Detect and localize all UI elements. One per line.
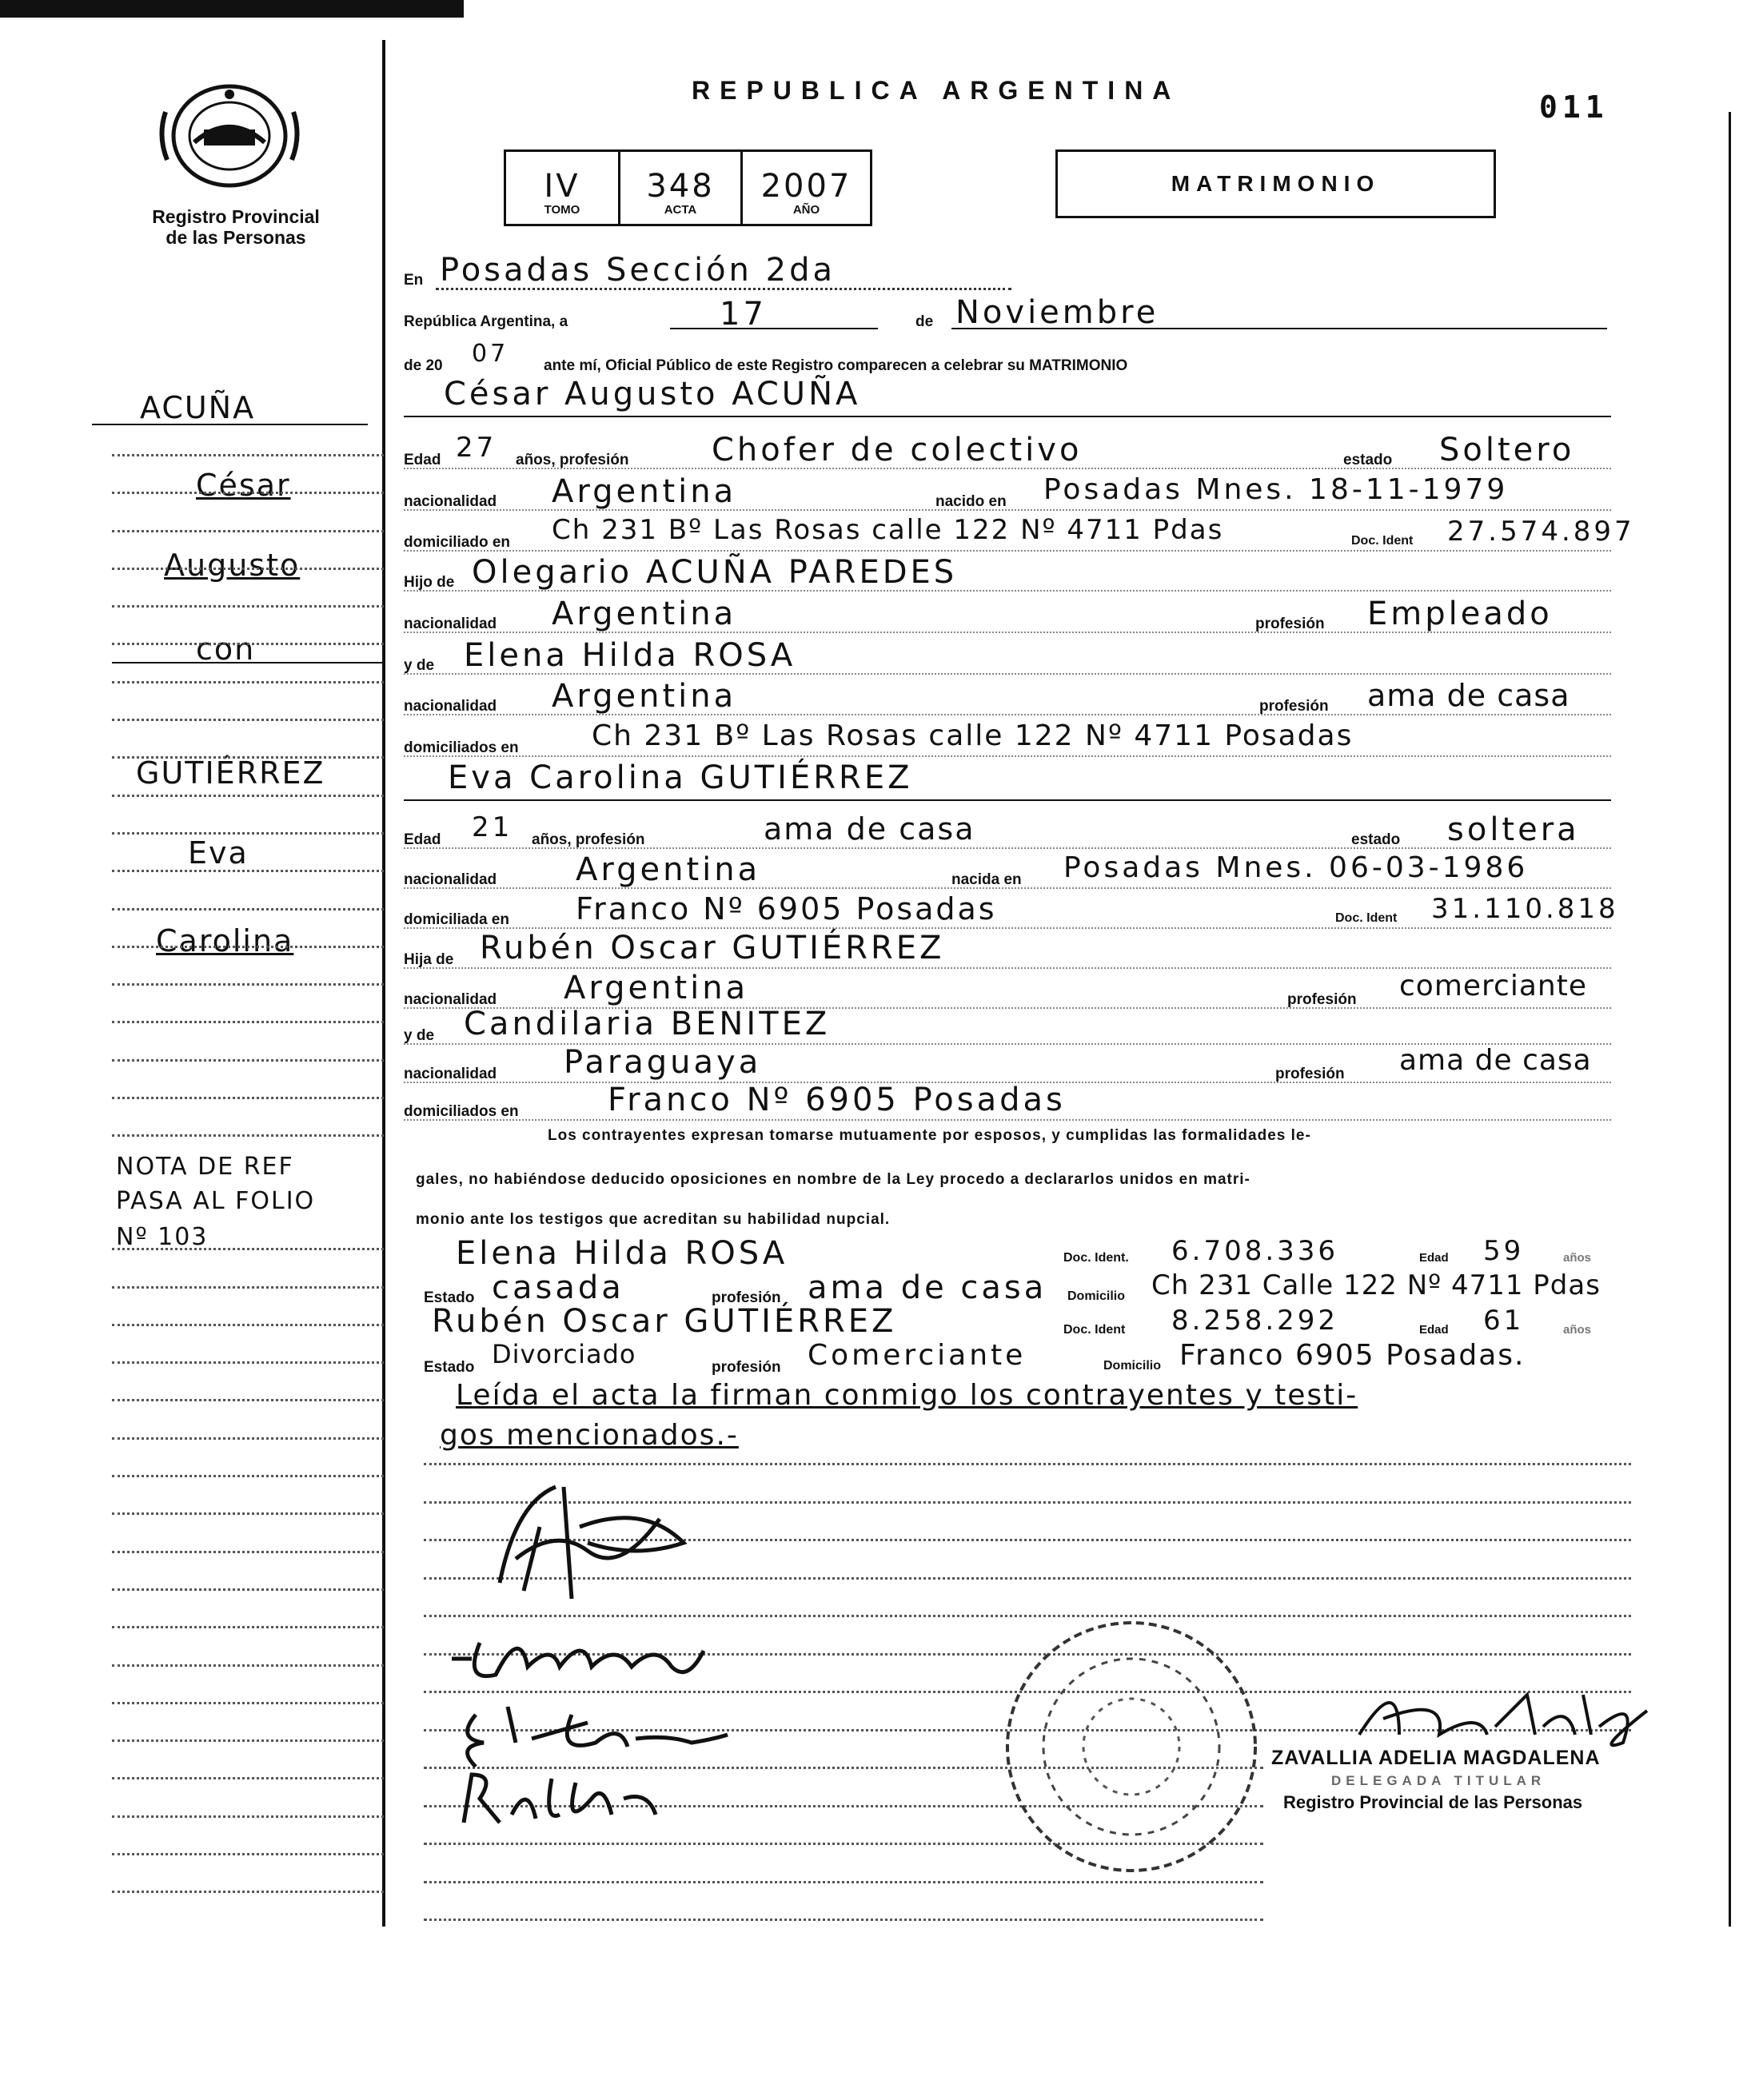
margin-groom-surname: ACUÑA [140,390,256,425]
margin-rule-line [112,1286,384,1289]
witness2-name: Rubén Oscar GUTIÉRREZ [432,1303,897,1340]
month-value: Noviembre [955,294,1159,331]
groom-mother-name: Elena Hilda ROSA [464,637,796,674]
bride-document: 31.110.818 [1431,893,1619,925]
frame-right-line [1729,112,1731,1927]
groom-signature-image [468,1471,700,1607]
bride-full-name: Eva Carolina GUTIÉRREZ [448,759,913,796]
groom-dom-label: domiciliado en [404,534,511,551]
margin-rule-line [112,643,384,645]
bride-civil-status: soltera [1447,811,1580,848]
bride-address: Franco Nº 6905 Posadas [576,891,997,926]
margin-rule-line [112,870,384,872]
witness1-signature-image [460,1699,732,1771]
witness1-age: 59 [1483,1235,1525,1267]
field-rule-line [404,967,1611,969]
official-name: ZAVALLIA ADELIA MAGDALENA [1271,1747,1601,1769]
body-rule-line [424,1881,1263,1883]
bride-father-label: Hija de [404,951,454,968]
groom-father-nac-label: nacionalidad [404,616,497,632]
groom-mother-nationality: Argentina [552,678,737,715]
day-line [670,328,878,329]
year-label: de 20 [404,357,443,374]
acta-cell [620,152,743,224]
margin-rule-line [112,1399,384,1401]
witness1-document: 6.708.336 [1171,1235,1339,1267]
bride-parents-address: Franco Nº 6905 Posadas [608,1082,1066,1118]
margin-note-line2: PASA AL FOLIO [116,1187,316,1215]
ano-cell [743,152,870,224]
groom-name-line [404,416,1611,417]
witness2-anos-label: años [1563,1323,1592,1337]
registry-name-line1: Registro Provincial [152,206,320,227]
groom-edad-label: Edad [404,452,441,468]
margin-conjunction: con [196,632,256,667]
bride-mother-name: Candilaria BENITEZ [464,1006,831,1042]
margin-rule-line [112,492,384,494]
bride-profession: ama de casa [764,811,975,847]
witness2-dom-label: Domicilio [1103,1359,1162,1373]
witness1-anos-label: años [1563,1251,1592,1265]
witness2-profession: Comerciante [808,1339,1027,1372]
margin-rule-line [112,605,384,608]
bride-nac-label: nacionalidad [404,871,497,888]
bride-birth: Posadas Mnes. 06-03-1986 [1063,851,1529,884]
groom-nationality: Argentina [552,473,737,510]
witness1-prof-label: profesión [712,1289,781,1306]
groom-father-label: Hijo de [404,574,455,591]
folio-number: 011 [1539,90,1609,125]
bride-father-prof-label: profesión [1287,991,1357,1008]
country-heading: REPUBLICA ARGENTINA [692,76,1181,105]
margin-rule-line [112,1248,384,1250]
groom-nac-label: nacionalidad [404,493,497,510]
witness1-edad-label: Edad [1419,1251,1449,1265]
ano-value: 2007 [760,168,852,205]
groom-doc-label: Doc. Ident [1351,534,1414,548]
official-registry: Registro Provincial de las Personas [1283,1792,1583,1812]
scan-edge-mark [0,0,464,18]
groom-mother-label: y de [404,657,435,674]
groom-full-name: César Augusto ACUÑA [444,376,861,412]
day-value: 17 [720,296,767,333]
margin-groom-name2: Augusto [164,548,301,583]
bride-age: 21 [472,811,513,843]
groom-father-name: Olegario ACUÑA PAREDES [472,554,958,591]
bride-father-nationality: Argentina [564,970,749,1006]
groom-document: 27.574.897 [1447,516,1635,548]
bride-father-name: Rubén Oscar GUTIÉRREZ [480,930,945,966]
margin-bride-name2: Carolina [156,923,294,958]
margin-rule-line [112,1739,384,1742]
margin-rule-line [112,1815,384,1818]
groom-father-prof-label: profesión [1255,616,1325,632]
bride-name-line [404,799,1611,801]
margin-rule-line [112,1551,384,1553]
groom-anos-prof-label: años, profesión [516,452,629,468]
en-label: En [404,272,424,289]
groom-father-profession: Empleado [1367,596,1553,632]
witness1-profession: ama de casa [808,1269,1047,1306]
field-rule-line [404,755,1611,757]
bride-signature-image [448,1611,712,1699]
margin-rule-line [112,756,384,759]
margin-rule-line [112,1853,384,1855]
margin-line [112,662,384,663]
republica-label: República Argentina, a [404,313,568,330]
groom-mother-prof-label: profesión [1259,698,1329,715]
body-rule-line [424,1463,1631,1465]
witness1-name: Elena Hilda ROSA [456,1235,788,1272]
margin-rule-line [112,1324,384,1326]
body-rule-line [424,1919,1263,1921]
margin-rule-line [112,1702,384,1704]
month-line [951,328,1607,329]
year-suffix: 07 [472,340,509,368]
bride-edad-label: Edad [404,831,441,848]
declaration-line3: monio ante los testigos que acreditan su habilidad nupcial. [416,1211,891,1228]
closing-line1: Leída el acta la firman conmigo los contrayentes y testi- [456,1379,1358,1412]
bride-father-nac-label: nacionalidad [404,991,497,1008]
groom-address: Ch 231 Bº Las Rosas calle 122 Nº 4711 Pdas [552,514,1224,546]
declaration-line1: Los contrayentes expresan tomarse mutuamente por esposos, y cumplidas las formalidades le- [548,1127,1311,1144]
tomo-label: TOMO [544,203,580,217]
groom-mother-profession: ama de casa [1367,678,1570,713]
witness2-edad-label: Edad [1419,1323,1449,1337]
registration-box [504,149,872,226]
margin-rule-line [112,1097,384,1099]
margin-rule-line [112,530,384,532]
margin-rule-line [112,983,384,986]
margin-rule-line [112,1626,384,1628]
place-line [436,288,1011,290]
margin-rule-line [112,1021,384,1023]
document-title: MATRIMONIO [1171,171,1381,196]
witness2-prof-label: profesión [712,1359,781,1376]
official-title: DELEGADA TITULAR [1331,1773,1546,1788]
witness2-doc-label: Doc. Ident [1063,1323,1126,1337]
margin-rule-line [112,1664,384,1667]
margin-groom-name1: César [196,468,291,503]
bride-estado-label: estado [1351,831,1401,848]
official-stamp-icon [999,1615,1263,1879]
provincial-seal-icon [156,80,304,192]
margin-rule-line [112,568,384,570]
margin-rule-line [112,1891,384,1893]
groom-estado-label: estado [1343,452,1393,468]
groom-mother-nac-label: nacionalidad [404,698,497,715]
witness2-age: 61 [1483,1305,1525,1337]
margin-rule-line [112,1512,384,1515]
witness1-civil-status: casada [492,1269,624,1306]
bride-mother-nationality: Paraguaya [564,1044,762,1081]
witness1-dom-label: Domicilio [1067,1289,1126,1303]
margin-rule-line [112,719,384,721]
margin-rule-line [112,1134,384,1137]
margin-rule-line [112,908,384,911]
margin-rule-line [112,946,384,948]
margin-note-line1: NOTA DE REF [116,1153,294,1181]
groom-birth: Posadas Mnes. 18-11-1979 [1043,473,1509,506]
groom-father-nationality: Argentina [552,596,737,632]
ano-label: AÑO [792,203,820,217]
field-rule-line [404,927,1611,929]
bride-nacida-label: nacida en [951,871,1022,888]
groom-age: 27 [456,432,497,464]
bride-dom-label: domiciliada en [404,911,509,928]
field-rule-line [404,550,1611,552]
bride-parents-dom-label: domiciliados en [404,1103,519,1120]
margin-rule-line [112,1475,384,1477]
margin-note-line3: Nº 103 [116,1223,209,1251]
closing-line2: gos mencionados.- [440,1419,739,1452]
margin-rule-line [112,1059,384,1062]
margin-rule-line [112,681,384,683]
witness1-address: Ch 231 Calle 122 Nº 4711 Pdas [1151,1269,1601,1301]
tomo-cell [506,152,620,224]
witness2-signature-image [456,1767,664,1831]
ante-text: ante mí, Oficial Público de este Registro comparecen a celebrar su MATRIMONIO [544,357,1128,374]
declaration-line2: gales, no habiéndose deducido oposiciones en nombre de la Ley procedo a declararlos unidos en matri- [416,1171,1250,1188]
margin-line [92,424,368,425]
margin-bride-surname: GUTIÉRREZ [136,755,325,791]
bride-mother-label: y de [404,1027,435,1044]
margin-bride-name1: Eva [188,835,249,871]
margin-rule-line [112,832,384,835]
witness2-estado-label: Estado [424,1359,475,1376]
margin-rule-line [112,1437,384,1440]
tomo-value: IV [544,168,580,205]
acta-value: 348 [646,168,715,205]
witness1-estado-label: Estado [424,1289,475,1306]
title-box [1055,149,1496,218]
registry-name-line2: de las Personas [166,227,306,248]
witness1-doc-label: Doc. Ident. [1063,1251,1129,1265]
groom-profession: Chofer de colectivo [712,432,1083,468]
bride-mother-profession: ama de casa [1399,1044,1592,1077]
bride-nationality: Argentina [576,851,761,888]
bride-father-profession: comerciante [1399,970,1587,1002]
bride-anos-prof-label: años, profesión [532,831,645,848]
groom-parents-dom-label: domiciliados en [404,739,519,756]
groom-civil-status: Soltero [1439,432,1575,468]
margin-rule-line [112,1777,384,1779]
bride-mother-prof-label: profesión [1275,1066,1345,1082]
bride-mother-nac-label: nacionalidad [404,1066,497,1082]
de-label: de [915,313,934,330]
witness2-document: 8.258.292 [1171,1305,1339,1337]
margin-rule-line [112,1361,384,1364]
margin-rule-line [112,1588,384,1591]
margin-rule-line [112,795,384,797]
margin-rule-line [112,454,384,456]
field-rule-line [404,1119,1611,1121]
witness2-civil-status: Divorciado [492,1339,636,1369]
place-value: Posadas Sección 2da [440,252,836,289]
bride-doc-label: Doc. Ident [1335,911,1398,925]
acta-label: ACTA [664,203,697,217]
groom-nacido-label: nacido en [935,493,1007,510]
groom-parents-address: Ch 231 Bº Las Rosas calle 122 Nº 4711 Posadas [592,719,1354,752]
witness2-address: Franco 6905 Posadas. [1179,1339,1526,1372]
